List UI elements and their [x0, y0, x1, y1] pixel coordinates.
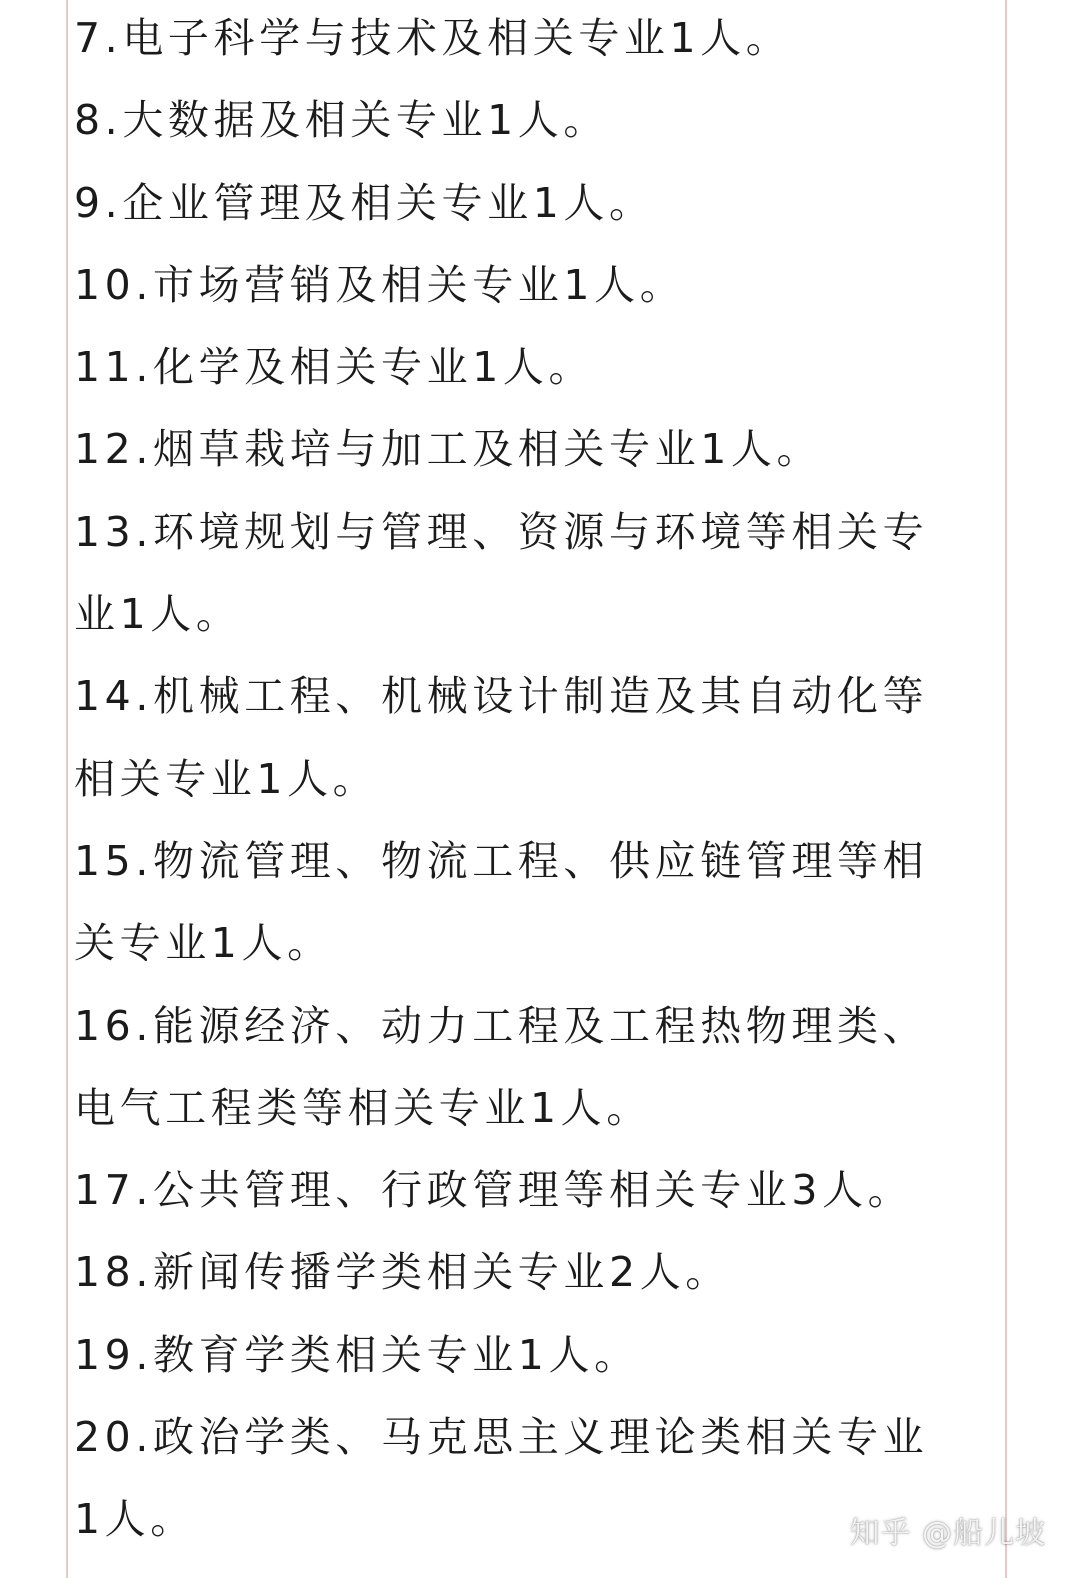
list-line: 11.化学及相关专业1人。	[74, 343, 595, 392]
list-line: 电气工程类等相关专业1人。	[74, 1083, 652, 1132]
list-line: 19.教育学类相关专业1人。	[74, 1330, 640, 1379]
major-list	[74, 0, 1004, 1561]
list-line: 14.机械工程、机械设计制造及其自动化等	[74, 672, 929, 721]
list-line: 1人。	[74, 1495, 196, 1544]
list-line: 16.能源经济、动力工程及工程热物理类、	[74, 1001, 929, 1050]
list-line: 12.烟草栽培与加工及相关专业1人。	[74, 425, 823, 474]
list-line: 关专业1人。	[74, 919, 333, 968]
list-line: 18.新闻传播学类相关专业2人。	[74, 1248, 731, 1297]
left-border-line	[66, 0, 68, 1578]
list-line: 8.大数据及相关专业1人。	[74, 96, 610, 145]
list-line: 20.政治学类、马克思主义理论类相关专业	[74, 1413, 929, 1462]
list-line: 10.市场营销及相关专业1人。	[74, 260, 686, 309]
list-line: 17.公共管理、行政管理等相关专业3人。	[74, 1166, 914, 1215]
list-line: 7.电子科学与技术及相关专业1人。	[74, 14, 792, 62]
zhihu-watermark: 知乎 @船儿坡	[849, 1516, 1046, 1551]
list-line: 9.企业管理及相关专业1人。	[74, 178, 655, 227]
list-line: 13.环境规划与管理、资源与环境等相关专	[74, 507, 929, 556]
list-line: 相关专业1人。	[74, 754, 379, 803]
list-line: 业1人。	[74, 590, 242, 639]
list-line: 15.物流管理、物流工程、供应链管理等相	[74, 836, 929, 885]
right-border-line	[1005, 0, 1007, 1578]
